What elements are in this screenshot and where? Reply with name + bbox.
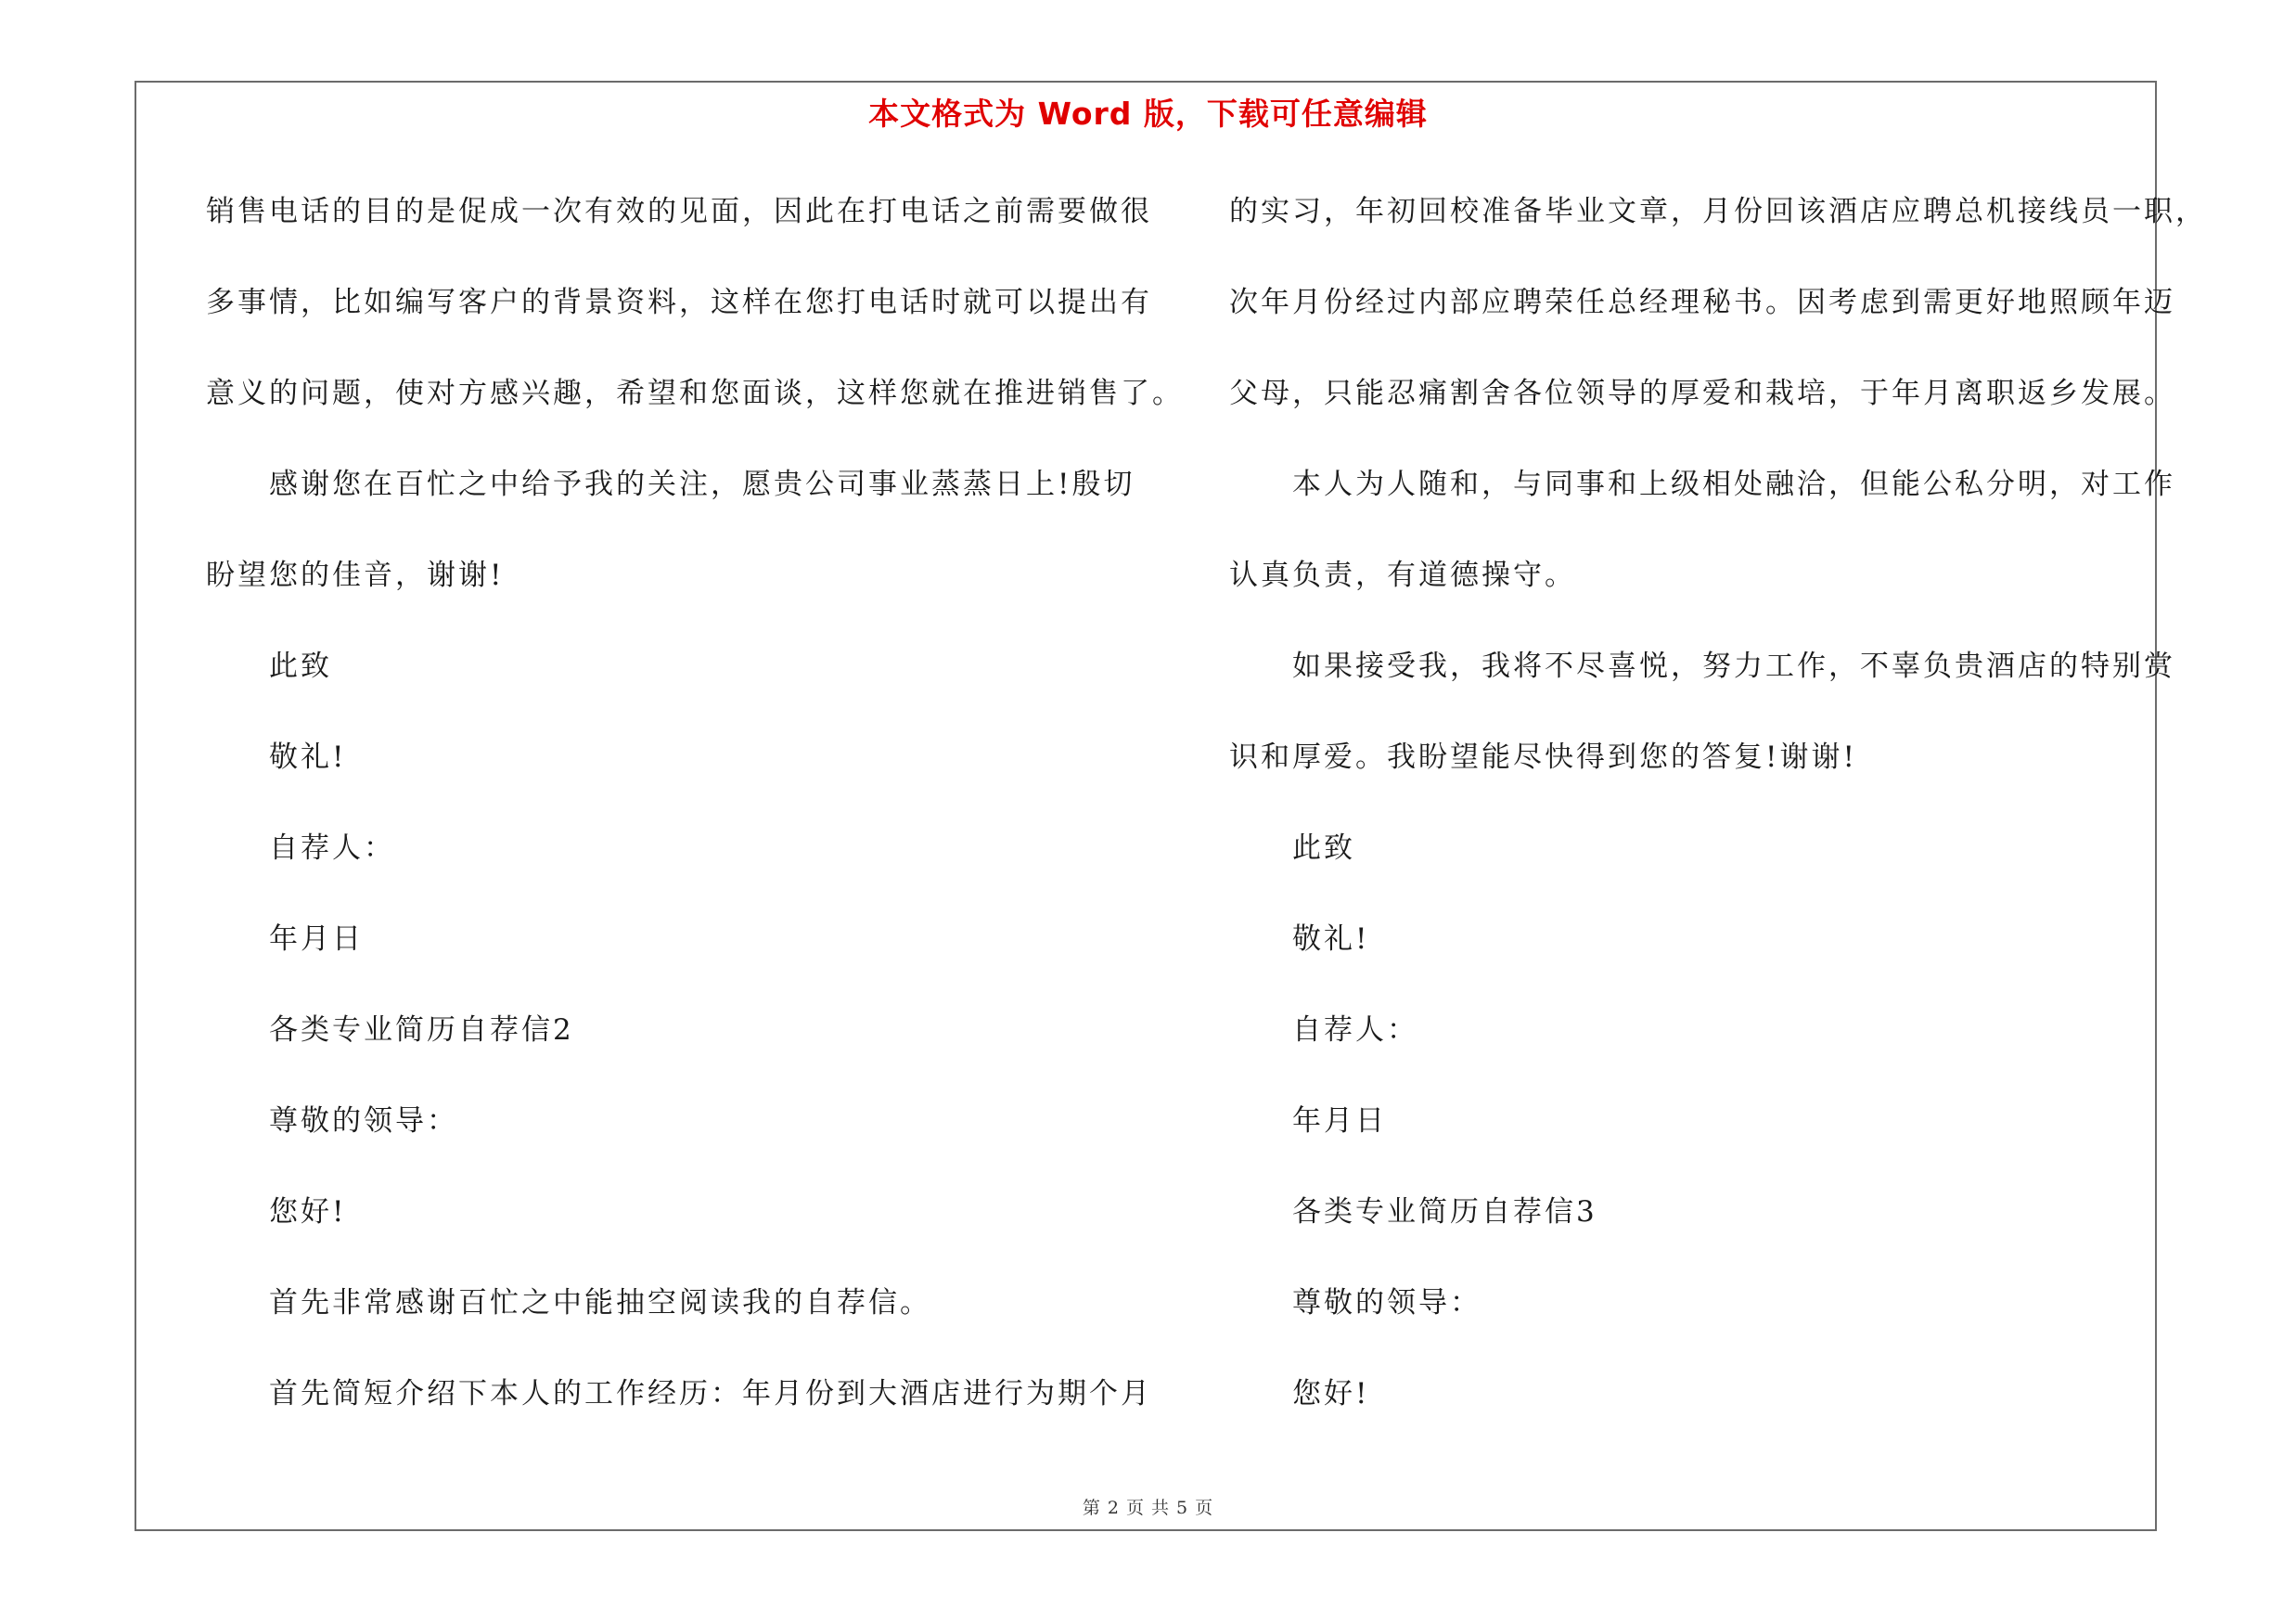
text-line: 本人为人随和，与同事和上级相处融洽，但能公私分明，对工作 <box>1292 468 2175 501</box>
section-heading: 各类专业简历自荐信2 <box>269 1013 574 1047</box>
text-line: 感谢您在百忙之中给予我的关注，愿贵公司事业蒸蒸日上!殷切 <box>269 468 1135 501</box>
text-line: 盼望您的佳音，谢谢! <box>206 559 505 592</box>
signature-line: 自荐人： <box>269 831 395 865</box>
text-line: 认真负责，有道德操守。 <box>1229 559 1576 592</box>
text-line: 如果接受我，我将不尽喜悦，努力工作，不辜负贵酒店的特别赏 <box>1292 650 2175 683</box>
salutation-line: 此致 <box>1292 831 1355 865</box>
greeting-line: 尊敬的领导： <box>269 1104 458 1138</box>
text-line: 多事情，比如编写客户的背景资料，这样在您打电话时就可以提出有 <box>206 286 1152 319</box>
signature-line: 自荐人： <box>1292 1013 1418 1047</box>
salutation-line: 敬礼! <box>269 741 347 774</box>
greeting-line: 您好! <box>269 1195 347 1229</box>
text-line: 意义的问题，使对方感兴趣，希望和您面谈，这样您就在推进销售了。 <box>206 377 1184 410</box>
text-line: 父母，只能忍痛割舍各位领导的厚爱和栽培，于年月离职返乡发展。 <box>1229 377 2175 410</box>
greeting-line: 您好! <box>1292 1377 1370 1410</box>
format-banner: 本文格式为 Word 版，下载可任意编辑 <box>868 96 1428 132</box>
section-heading: 各类专业简历自荐信3 <box>1292 1195 1597 1229</box>
salutation-line: 此致 <box>269 650 332 683</box>
page-number: 第 2 页 共 5 页 <box>1082 1498 1214 1518</box>
greeting-line: 尊敬的领导： <box>1292 1286 1481 1320</box>
date-line: 年月日 <box>1292 1104 1387 1138</box>
text-line: 首先非常感谢百忙之中能抽空阅读我的自荐信。 <box>269 1286 931 1320</box>
text-line: 识和厚爱。我盼望能尽快得到您的答复!谢谢! <box>1229 741 1857 774</box>
text-line: 次年月份经过内部应聘荣任总经理秘书。因考虑到需更好地照顾年迈 <box>1229 286 2175 319</box>
right-column <box>1229 184 2207 1457</box>
left-column <box>206 184 1184 1457</box>
date-line: 年月日 <box>269 922 364 956</box>
text-line: 销售电话的目的是促成一次有效的见面，因此在打电话之前需要做很 <box>206 195 1152 228</box>
text-line: 的实习，年初回校准备毕业文章，月份回该酒店应聘总机接线员一职， <box>1229 195 2207 228</box>
salutation-line: 敬礼! <box>1292 922 1370 956</box>
text-line: 首先简短介绍下本人的工作经历：年月份到大酒店进行为期个月 <box>269 1377 1152 1410</box>
